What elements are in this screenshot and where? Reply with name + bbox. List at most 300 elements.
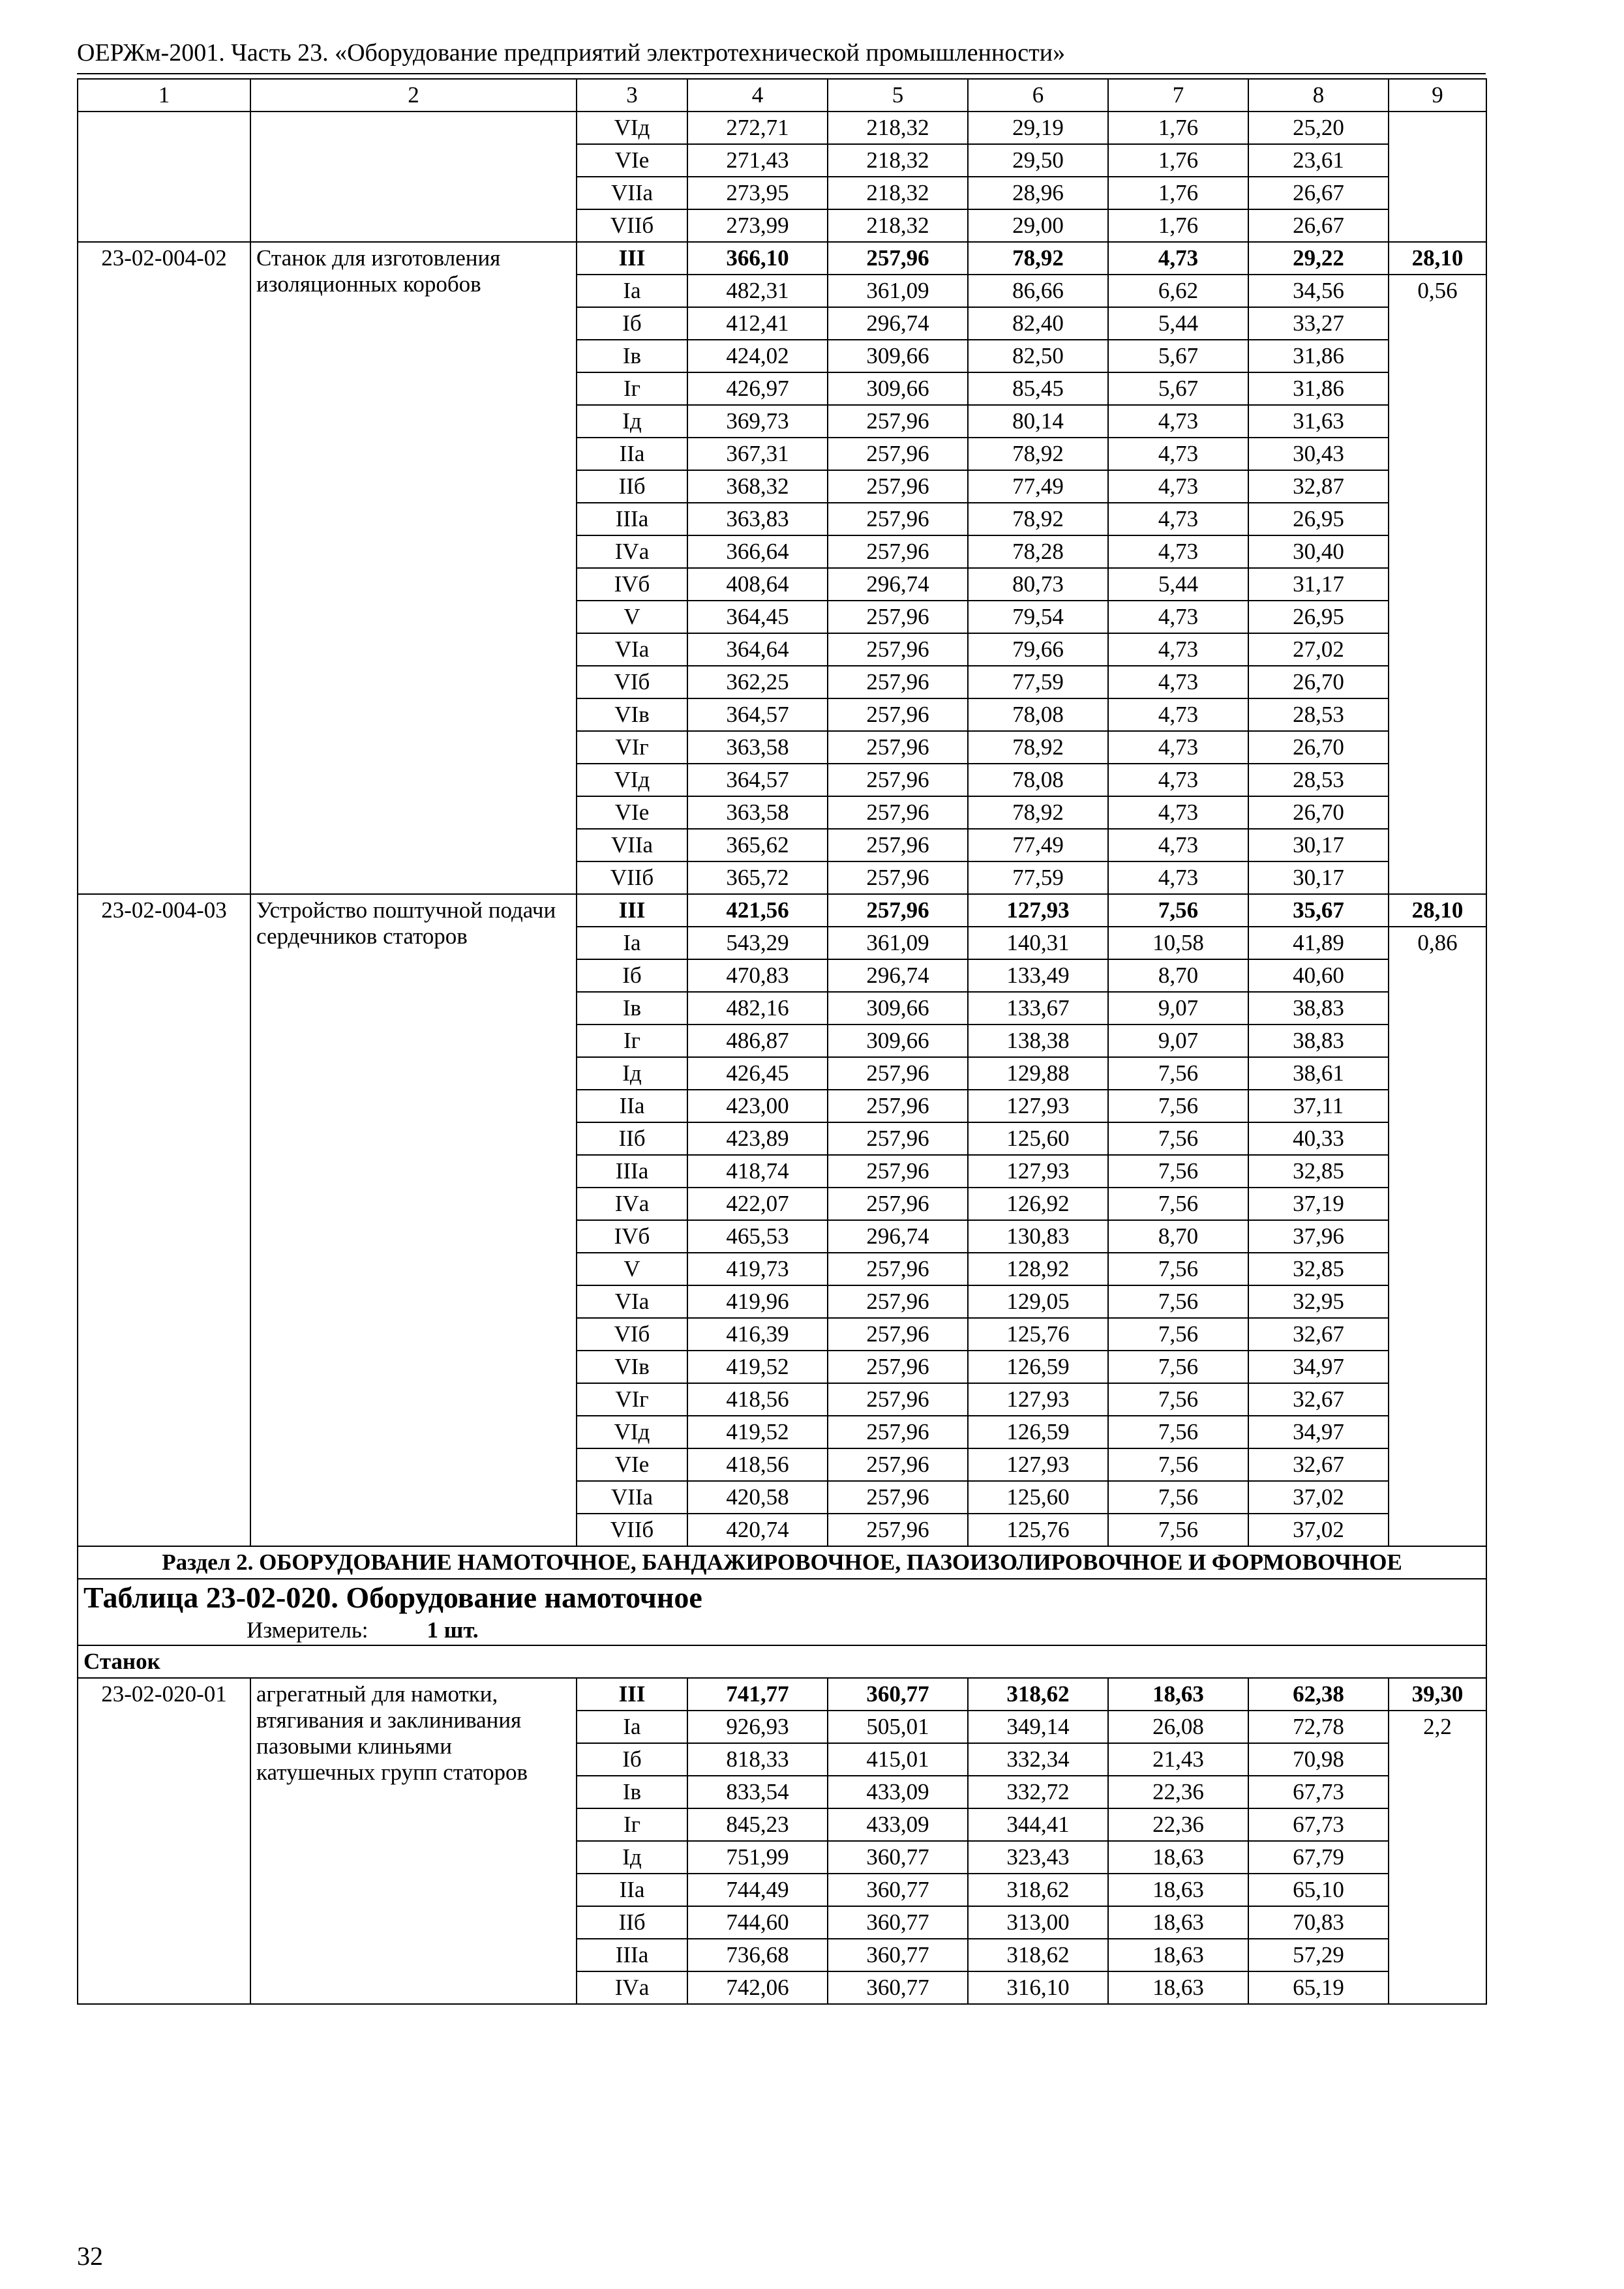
labor-cost: 505,01 [828, 1711, 968, 1743]
machine-cost: 86,66 [968, 275, 1108, 307]
labor-cost: 309,66 [828, 372, 968, 405]
machine-cost: 129,88 [968, 1057, 1108, 1090]
total-cost: 367,31 [687, 438, 828, 470]
materials-cost: 62,38 [1248, 1678, 1389, 1711]
machine-cost: 126,59 [968, 1351, 1108, 1383]
price-zone: VIг [577, 731, 687, 764]
column-number: 8 [1248, 79, 1389, 112]
labor-hours-workers: 39,30 [1389, 1678, 1486, 1711]
machine-cost: 78,92 [968, 731, 1108, 764]
materials-cost: 37,19 [1248, 1188, 1389, 1220]
total-cost: 845,23 [687, 1808, 828, 1841]
materials-cost: 72,78 [1248, 1711, 1389, 1743]
operator-wage: 7,56 [1108, 1448, 1248, 1481]
total-cost: 363,83 [687, 503, 828, 535]
machine-cost: 77,49 [968, 470, 1108, 503]
table-title: Таблица 23-02-020. Оборудование намоточное [83, 1581, 702, 1614]
price-zone: VIIб [577, 1514, 687, 1546]
operator-wage: 7,56 [1108, 1155, 1248, 1188]
total-cost: 271,43 [687, 144, 828, 177]
materials-cost: 31,86 [1248, 372, 1389, 405]
price-zone: VIв [577, 698, 687, 731]
price-zone: IIб [577, 1906, 687, 1939]
operator-wage: 7,56 [1108, 1383, 1248, 1416]
total-cost: 465,53 [687, 1220, 828, 1253]
materials-cost: 26,70 [1248, 666, 1389, 698]
price-zone: III [577, 1678, 687, 1711]
measure-line [83, 1616, 1481, 1645]
labor-cost: 296,74 [828, 307, 968, 340]
rates-table [77, 78, 1487, 2005]
machine-cost: 127,93 [968, 1090, 1108, 1122]
materials-cost: 32,87 [1248, 470, 1389, 503]
materials-cost: 67,73 [1248, 1808, 1389, 1841]
section-title: Раздел 2. ОБОРУДОВАНИЕ НАМОТОЧНОЕ, БАНДАЖИРОВОЧНОЕ, ПАЗОИЗОЛИРОВОЧНОЕ И ФОРМОВОЧНОЕ [78, 1546, 1486, 1579]
table-title-block [78, 1579, 1486, 1645]
machine-cost: 125,60 [968, 1481, 1108, 1514]
total-cost: 420,74 [687, 1514, 828, 1546]
materials-cost: 32,85 [1248, 1253, 1389, 1285]
machine-cost: 133,49 [968, 959, 1108, 992]
table-row [78, 1678, 1486, 1711]
materials-cost: 67,79 [1248, 1841, 1389, 1874]
price-zone: VIа [577, 633, 687, 666]
labor-cost: 257,96 [828, 861, 968, 894]
labor-cost: 257,96 [828, 829, 968, 861]
machine-cost: 128,92 [968, 1253, 1108, 1285]
machine-cost: 82,50 [968, 340, 1108, 372]
item-name-cont [250, 112, 577, 242]
machine-cost: 133,67 [968, 992, 1108, 1025]
price-zone: Iд [577, 1841, 687, 1874]
price-zone: Iа [577, 1711, 687, 1743]
price-zone: VIIб [577, 861, 687, 894]
total-cost: 426,97 [687, 372, 828, 405]
materials-cost: 26,67 [1248, 177, 1389, 209]
total-cost: 412,41 [687, 307, 828, 340]
operator-wage: 4,73 [1108, 633, 1248, 666]
column-number: 2 [250, 79, 577, 112]
column-number-row [78, 79, 1486, 112]
operator-wage: 7,56 [1108, 1514, 1248, 1546]
price-zone: Iб [577, 959, 687, 992]
operator-wage: 1,76 [1108, 144, 1248, 177]
operator-wage: 21,43 [1108, 1743, 1248, 1776]
total-cost: 419,52 [687, 1351, 828, 1383]
total-cost: 273,95 [687, 177, 828, 209]
total-cost: 364,57 [687, 764, 828, 796]
total-cost: 420,58 [687, 1481, 828, 1514]
machine-cost: 318,62 [968, 1939, 1108, 1971]
materials-cost: 38,83 [1248, 1025, 1389, 1057]
materials-cost: 26,70 [1248, 731, 1389, 764]
machine-cost: 138,38 [968, 1025, 1108, 1057]
materials-cost: 29,22 [1248, 242, 1389, 275]
machine-cost: 318,62 [968, 1874, 1108, 1906]
materials-cost: 30,43 [1248, 438, 1389, 470]
machine-cost: 332,34 [968, 1743, 1108, 1776]
total-cost: 543,29 [687, 927, 828, 959]
labor-cost: 415,01 [828, 1743, 968, 1776]
operator-wage: 4,73 [1108, 503, 1248, 535]
labor-hours-machinists: 2,2 [1389, 1711, 1486, 2004]
price-zone: Iб [577, 1743, 687, 1776]
total-cost: 482,31 [687, 275, 828, 307]
labor-cost: 309,66 [828, 340, 968, 372]
operator-wage: 4,73 [1108, 796, 1248, 829]
machine-cost: 78,08 [968, 698, 1108, 731]
total-cost: 416,39 [687, 1318, 828, 1351]
materials-cost: 27,02 [1248, 633, 1389, 666]
machine-cost: 318,62 [968, 1678, 1108, 1711]
column-number: 7 [1108, 79, 1248, 112]
labor-cost: 257,96 [828, 1188, 968, 1220]
price-zone: IVб [577, 1220, 687, 1253]
total-cost: 365,62 [687, 829, 828, 861]
total-cost: 423,89 [687, 1122, 828, 1155]
operator-wage: 4,73 [1108, 405, 1248, 438]
measure-label: Измеритель: [247, 1617, 368, 1643]
total-cost: 418,56 [687, 1383, 828, 1416]
labor-hours-workers: 28,10 [1389, 242, 1486, 275]
materials-cost: 30,17 [1248, 861, 1389, 894]
machine-cost: 28,96 [968, 177, 1108, 209]
column-number: 6 [968, 79, 1108, 112]
labor-cost: 360,77 [828, 1841, 968, 1874]
materials-cost: 30,40 [1248, 535, 1389, 568]
materials-cost: 40,33 [1248, 1122, 1389, 1155]
price-zone: V [577, 1253, 687, 1285]
machine-cost: 77,49 [968, 829, 1108, 861]
materials-cost: 34,56 [1248, 275, 1389, 307]
header-rule [77, 73, 1486, 74]
group-label: Станок [78, 1645, 1486, 1678]
labor-cost: 257,96 [828, 438, 968, 470]
operator-wage: 18,63 [1108, 1874, 1248, 1906]
price-zone: Iа [577, 927, 687, 959]
total-cost: 470,83 [687, 959, 828, 992]
operator-wage: 7,56 [1108, 1057, 1248, 1090]
price-zone: VIв [577, 1351, 687, 1383]
operator-wage: 4,73 [1108, 242, 1248, 275]
machine-cost: 77,59 [968, 666, 1108, 698]
price-zone: Iб [577, 307, 687, 340]
table-row [78, 112, 1486, 144]
materials-cost: 37,02 [1248, 1481, 1389, 1514]
operator-wage: 9,07 [1108, 1025, 1248, 1057]
machine-cost: 127,93 [968, 1448, 1108, 1481]
machine-cost: 78,08 [968, 764, 1108, 796]
operator-wage: 7,56 [1108, 1351, 1248, 1383]
materials-cost: 38,61 [1248, 1057, 1389, 1090]
total-cost: 744,49 [687, 1874, 828, 1906]
price-zone: IIа [577, 1090, 687, 1122]
materials-cost: 32,67 [1248, 1448, 1389, 1481]
labor-cost: 360,77 [828, 1874, 968, 1906]
operator-wage: 4,73 [1108, 861, 1248, 894]
price-zone: VIб [577, 666, 687, 698]
materials-cost: 28,53 [1248, 698, 1389, 731]
table-row [78, 242, 1486, 275]
labor-cost: 218,32 [828, 144, 968, 177]
total-cost: 926,93 [687, 1711, 828, 1743]
total-cost: 742,06 [687, 1971, 828, 2004]
price-zone: VIд [577, 1416, 687, 1448]
labor-cost: 257,96 [828, 1285, 968, 1318]
machine-cost: 79,66 [968, 633, 1108, 666]
labor-cost: 218,32 [828, 112, 968, 144]
total-cost: 365,72 [687, 861, 828, 894]
machine-cost: 29,50 [968, 144, 1108, 177]
labor-cost: 218,32 [828, 209, 968, 242]
materials-cost: 37,96 [1248, 1220, 1389, 1253]
operator-wage: 4,73 [1108, 666, 1248, 698]
total-cost: 366,64 [687, 535, 828, 568]
total-cost: 364,64 [687, 633, 828, 666]
machine-cost: 80,14 [968, 405, 1108, 438]
operator-wage: 5,67 [1108, 372, 1248, 405]
price-zone: VIе [577, 1448, 687, 1481]
price-zone: V [577, 601, 687, 633]
machine-cost: 140,31 [968, 927, 1108, 959]
total-cost: 418,74 [687, 1155, 828, 1188]
total-cost: 362,25 [687, 666, 828, 698]
machine-cost: 130,83 [968, 1220, 1108, 1253]
labor-cost: 296,74 [828, 568, 968, 601]
machine-cost: 78,92 [968, 796, 1108, 829]
machine-cost: 78,28 [968, 535, 1108, 568]
total-cost: 419,52 [687, 1416, 828, 1448]
labor-hours-workers: 28,10 [1389, 894, 1486, 927]
total-cost: 422,07 [687, 1188, 828, 1220]
operator-wage: 5,44 [1108, 568, 1248, 601]
labor-cost: 257,96 [828, 1416, 968, 1448]
total-cost: 423,00 [687, 1090, 828, 1122]
operator-wage: 4,73 [1108, 535, 1248, 568]
materials-cost: 32,95 [1248, 1285, 1389, 1318]
total-cost: 424,02 [687, 340, 828, 372]
total-cost: 426,45 [687, 1057, 828, 1090]
price-zone: Iв [577, 340, 687, 372]
operator-wage: 4,73 [1108, 764, 1248, 796]
materials-cost: 31,86 [1248, 340, 1389, 372]
labor-cost: 309,66 [828, 992, 968, 1025]
total-cost: 482,16 [687, 992, 828, 1025]
total-cost: 419,96 [687, 1285, 828, 1318]
item-name: Устройство поштучной подачи сердечников статоров [250, 894, 577, 1546]
operator-wage: 4,73 [1108, 438, 1248, 470]
machine-cost: 82,40 [968, 307, 1108, 340]
machine-cost: 78,92 [968, 503, 1108, 535]
operator-wage: 7,56 [1108, 1416, 1248, 1448]
operator-wage: 7,56 [1108, 1253, 1248, 1285]
column-number: 5 [828, 79, 968, 112]
price-zone: VIа [577, 1285, 687, 1318]
materials-cost: 25,20 [1248, 112, 1389, 144]
item-name: Станок для изготовления изоляционных коробов [250, 242, 577, 894]
total-cost: 369,73 [687, 405, 828, 438]
materials-cost: 65,10 [1248, 1874, 1389, 1906]
materials-cost: 26,95 [1248, 601, 1389, 633]
machine-cost: 332,72 [968, 1776, 1108, 1808]
materials-cost: 65,19 [1248, 1971, 1389, 2004]
operator-wage: 6,62 [1108, 275, 1248, 307]
labor-cost: 257,96 [828, 405, 968, 438]
price-zone: IVа [577, 1971, 687, 2004]
machine-cost: 127,93 [968, 1155, 1108, 1188]
price-zone: Iг [577, 1025, 687, 1057]
price-zone: IIб [577, 470, 687, 503]
total-cost: 364,45 [687, 601, 828, 633]
operator-wage: 4,73 [1108, 601, 1248, 633]
labor-cost: 257,96 [828, 1122, 968, 1155]
price-zone: Iд [577, 1057, 687, 1090]
column-number: 3 [577, 79, 687, 112]
operator-wage: 7,56 [1108, 1122, 1248, 1155]
labor-cost: 360,77 [828, 1906, 968, 1939]
operator-wage: 18,63 [1108, 1841, 1248, 1874]
measure-unit: 1 шт. [427, 1617, 479, 1643]
materials-cost: 40,60 [1248, 959, 1389, 992]
price-zone: VIIб [577, 209, 687, 242]
page-number: 32 [77, 2241, 103, 2271]
machine-cost: 126,92 [968, 1188, 1108, 1220]
column-number: 9 [1389, 79, 1486, 112]
materials-cost: 31,17 [1248, 568, 1389, 601]
machine-cost: 127,93 [968, 894, 1108, 927]
labor-cost: 360,77 [828, 1939, 968, 1971]
materials-cost: 32,85 [1248, 1155, 1389, 1188]
operator-wage: 7,56 [1108, 1481, 1248, 1514]
price-zone: III [577, 242, 687, 275]
total-cost: 751,99 [687, 1841, 828, 1874]
materials-cost: 26,70 [1248, 796, 1389, 829]
materials-cost: 70,83 [1248, 1906, 1389, 1939]
labor-cost: 257,96 [828, 470, 968, 503]
operator-wage: 26,08 [1108, 1711, 1248, 1743]
column-number: 1 [78, 79, 250, 112]
item-code: 23-02-004-02 [78, 242, 250, 894]
operator-wage: 7,56 [1108, 1188, 1248, 1220]
operator-wage: 1,76 [1108, 112, 1248, 144]
materials-cost: 37,02 [1248, 1514, 1389, 1546]
labor-cost: 257,96 [828, 1253, 968, 1285]
labor-cost: 257,96 [828, 1090, 968, 1122]
materials-cost: 28,53 [1248, 764, 1389, 796]
materials-cost: 32,67 [1248, 1383, 1389, 1416]
materials-cost: 57,29 [1248, 1939, 1389, 1971]
item-name: агрегатный для намотки, втягивания и заклинивания пазовыми клиньями катушечных групп статоров [250, 1678, 577, 2004]
machine-cost: 126,59 [968, 1416, 1108, 1448]
price-zone: III [577, 894, 687, 927]
price-zone: IIб [577, 1122, 687, 1155]
price-zone: IIа [577, 438, 687, 470]
price-zone: VIг [577, 1383, 687, 1416]
price-zone: IVа [577, 1188, 687, 1220]
labor-hours-machinists: 0,86 [1389, 927, 1486, 1546]
total-cost: 486,87 [687, 1025, 828, 1057]
total-cost: 741,77 [687, 1678, 828, 1711]
price-zone: IIа [577, 1874, 687, 1906]
materials-cost: 26,95 [1248, 503, 1389, 535]
materials-cost: 67,73 [1248, 1776, 1389, 1808]
operator-wage: 9,07 [1108, 992, 1248, 1025]
price-zone: IIIа [577, 1155, 687, 1188]
materials-cost: 32,67 [1248, 1318, 1389, 1351]
operator-wage: 7,56 [1108, 1285, 1248, 1318]
labor-cost: 257,96 [828, 1155, 968, 1188]
total-cost: 368,32 [687, 470, 828, 503]
total-cost: 419,73 [687, 1253, 828, 1285]
total-cost: 364,57 [687, 698, 828, 731]
machine-cost: 125,76 [968, 1514, 1108, 1546]
machine-cost: 125,76 [968, 1318, 1108, 1351]
operator-wage: 18,63 [1108, 1678, 1248, 1711]
item-code: 23-02-004-03 [78, 894, 250, 1546]
machine-cost: 29,19 [968, 112, 1108, 144]
price-zone: VIд [577, 764, 687, 796]
labor-cost: 360,77 [828, 1971, 968, 2004]
materials-cost: 33,27 [1248, 307, 1389, 340]
table-body [78, 79, 1486, 2004]
machine-cost: 125,60 [968, 1122, 1108, 1155]
labor-cost: 361,09 [828, 275, 968, 307]
item-code-cont [78, 112, 250, 242]
machine-cost: 127,93 [968, 1383, 1108, 1416]
labor-cost: 309,66 [828, 1025, 968, 1057]
machine-cost: 323,43 [968, 1841, 1108, 1874]
labor-cost: 296,74 [828, 1220, 968, 1253]
machine-cost: 344,41 [968, 1808, 1108, 1841]
price-zone: VIб [577, 1318, 687, 1351]
machine-cost: 77,59 [968, 861, 1108, 894]
labor-cost: 361,09 [828, 927, 968, 959]
item-code: 23-02-020-01 [78, 1678, 250, 2004]
price-zone: VIIа [577, 177, 687, 209]
price-zone: Iг [577, 372, 687, 405]
price-zone: IIIа [577, 503, 687, 535]
machine-cost: 78,92 [968, 242, 1108, 275]
labor-cost: 257,96 [828, 1383, 968, 1416]
materials-cost: 41,89 [1248, 927, 1389, 959]
machine-cost: 79,54 [968, 601, 1108, 633]
labor-cost: 257,96 [828, 764, 968, 796]
price-zone: IIIа [577, 1939, 687, 1971]
price-zone: IVб [577, 568, 687, 601]
materials-cost: 26,67 [1248, 209, 1389, 242]
operator-wage: 8,70 [1108, 959, 1248, 992]
operator-wage: 8,70 [1108, 1220, 1248, 1253]
operator-wage: 4,73 [1108, 698, 1248, 731]
materials-cost: 70,98 [1248, 1743, 1389, 1776]
total-cost: 366,10 [687, 242, 828, 275]
group-row [78, 1645, 1486, 1678]
price-zone: VIе [577, 144, 687, 177]
labor-cost: 257,96 [828, 503, 968, 535]
materials-cost: 30,17 [1248, 829, 1389, 861]
labor-cost: 360,77 [828, 1678, 968, 1711]
machine-cost: 85,45 [968, 372, 1108, 405]
labor-cost: 257,96 [828, 796, 968, 829]
labor-cost: 257,96 [828, 1057, 968, 1090]
operator-wage: 7,56 [1108, 1318, 1248, 1351]
price-zone: VIIа [577, 829, 687, 861]
labor-cost: 257,96 [828, 601, 968, 633]
price-zone: Iд [577, 405, 687, 438]
operator-wage: 1,76 [1108, 209, 1248, 242]
operator-wage: 1,76 [1108, 177, 1248, 209]
price-zone: Iв [577, 992, 687, 1025]
